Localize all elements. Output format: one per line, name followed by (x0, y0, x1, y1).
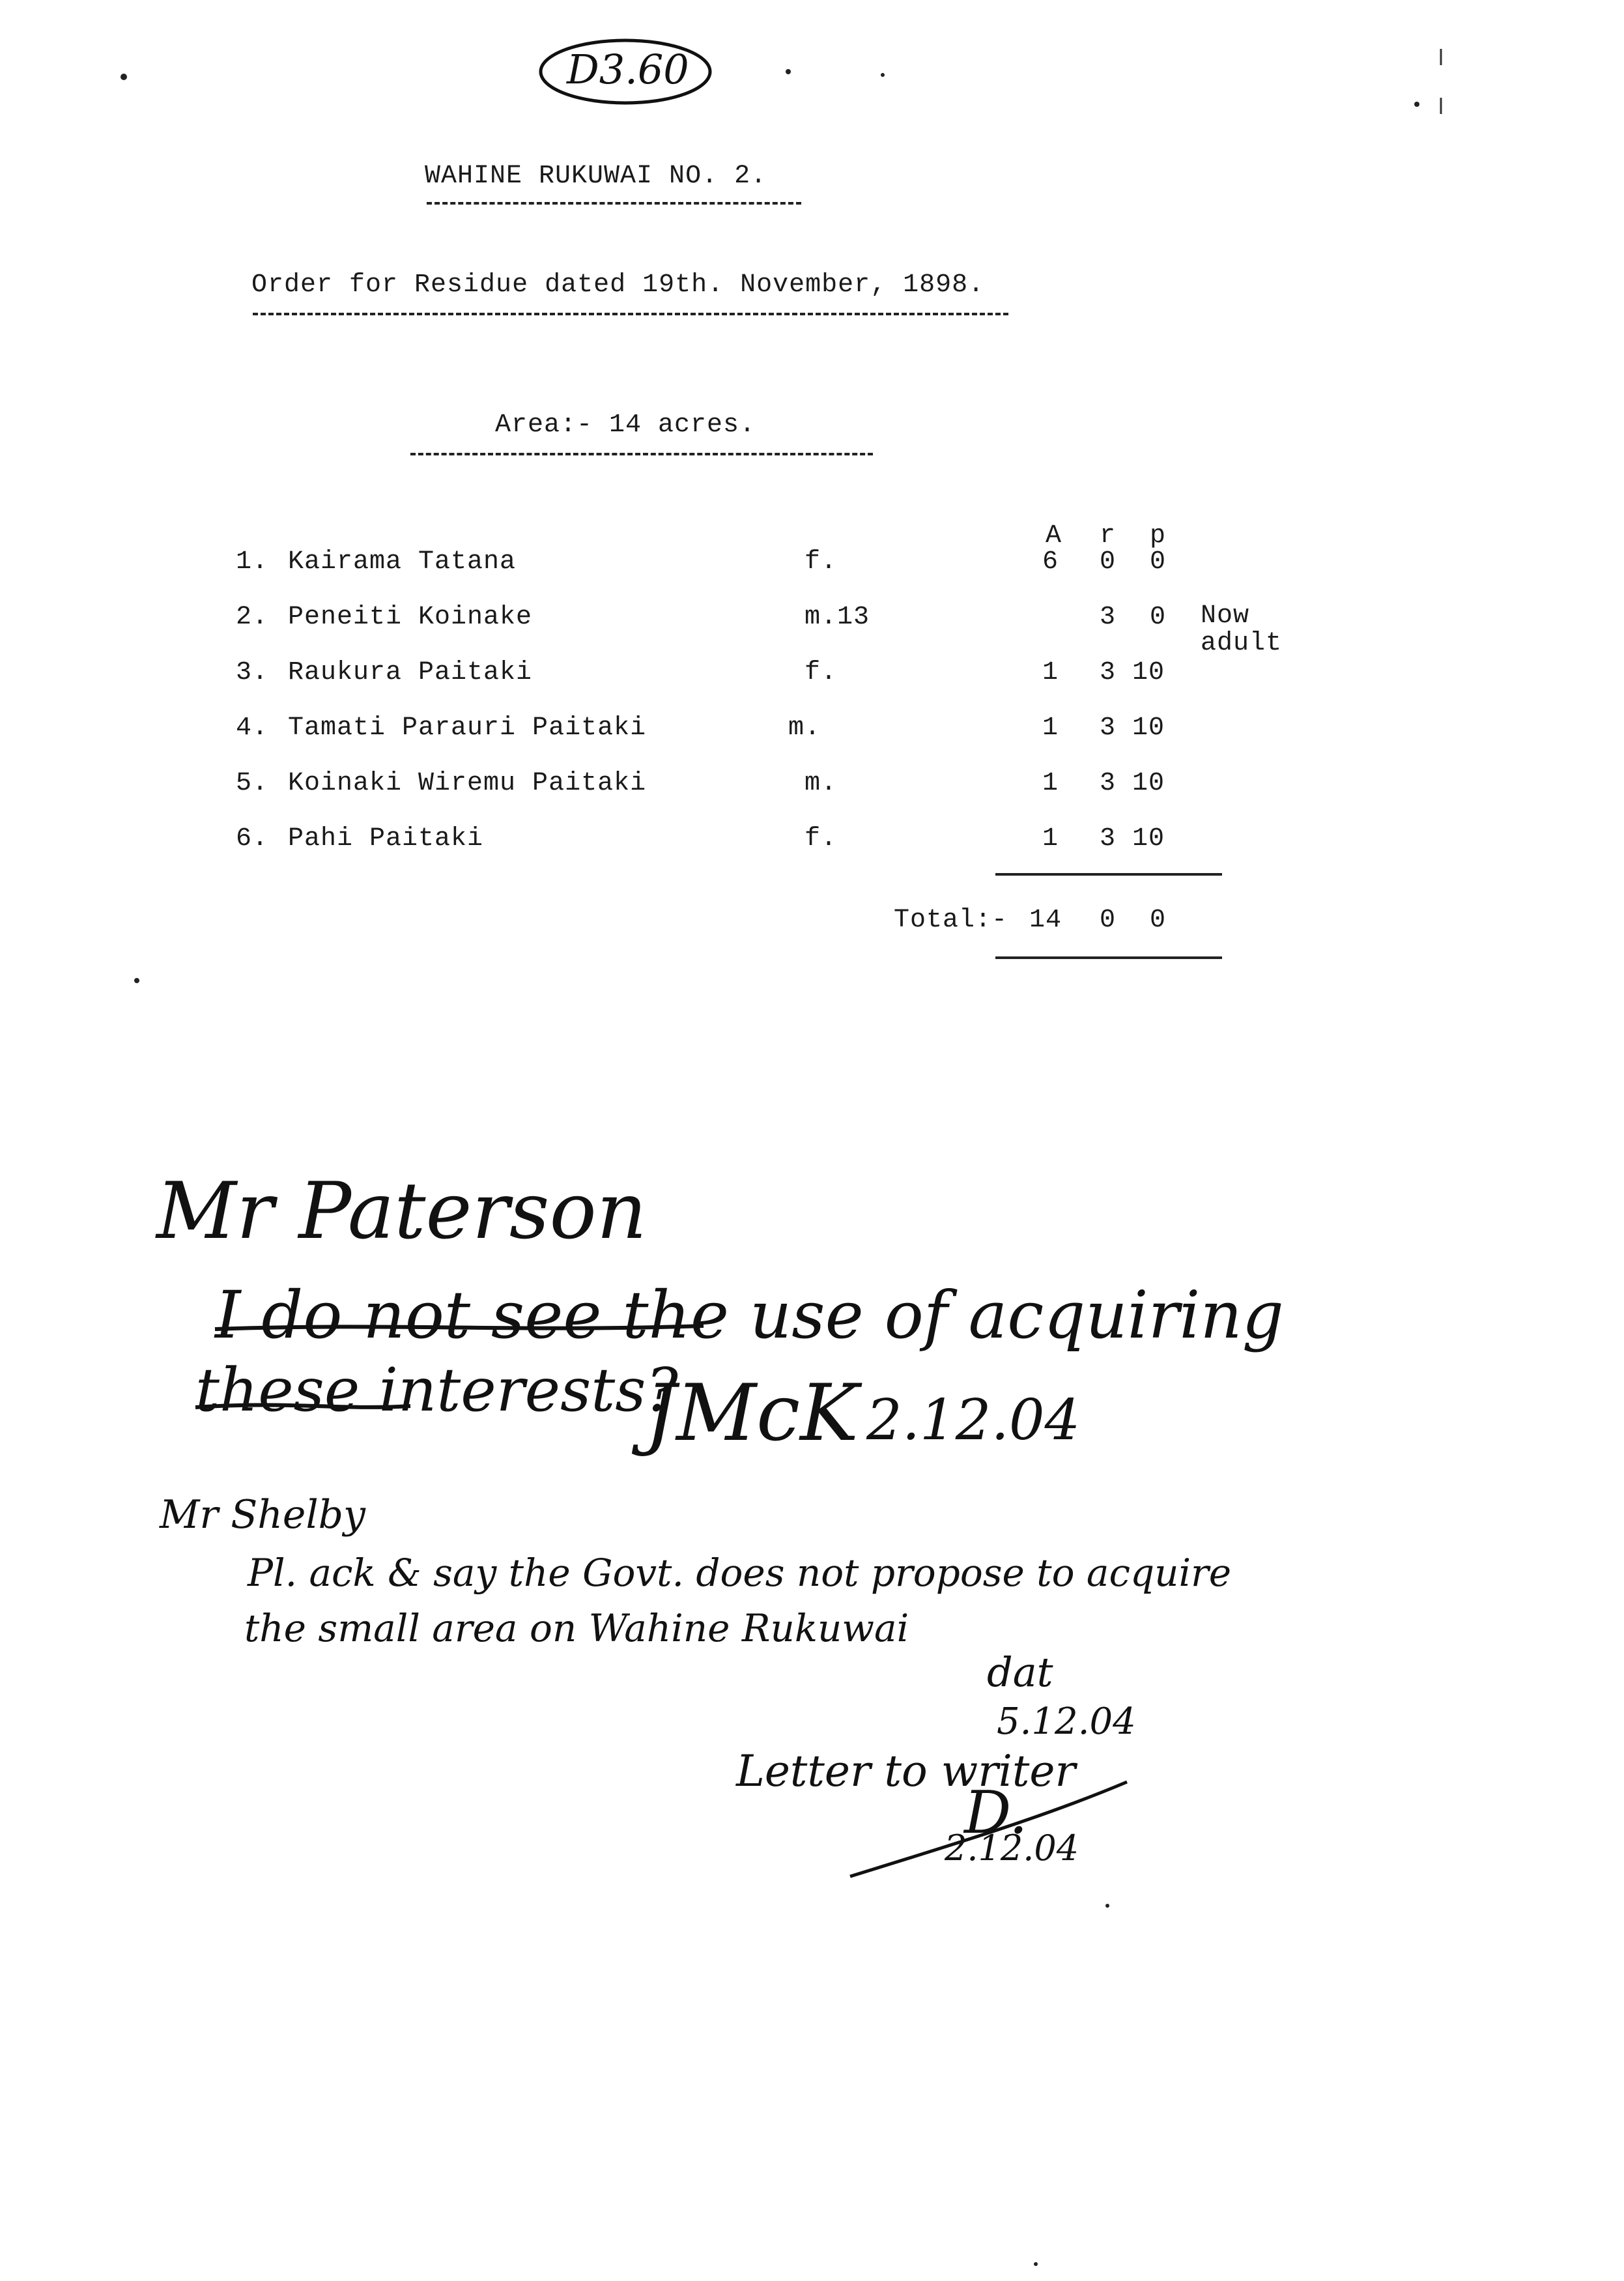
row-number: 2. (236, 603, 269, 632)
handwritten-initials: JMcK (645, 1368, 859, 1459)
row-sex: m. (788, 713, 821, 743)
stamp-label: D3.60 (567, 46, 689, 93)
row-roods: 0 (1100, 547, 1117, 577)
row-acres: 1 (1042, 713, 1059, 743)
row-roods: 3 (1100, 713, 1117, 743)
row-number: 6. (236, 824, 269, 854)
total-acres: 14 (1029, 906, 1062, 935)
row-perches: 10 (1132, 824, 1165, 854)
handwritten-line: these interests? (195, 1355, 678, 1425)
row-name: Tamati Parauri Paitaki (288, 713, 647, 743)
column-header-roods: r (1100, 521, 1117, 551)
row-roods: 3 (1100, 658, 1117, 687)
row-sex: f. (805, 547, 838, 577)
row-acres: 1 (1042, 769, 1059, 798)
row-roods: 3 (1100, 824, 1117, 854)
row-acres: 1 (1042, 824, 1059, 854)
row-name: Kairama Tatana (288, 547, 517, 577)
handwritten-date: 2.12.04 (866, 1388, 1081, 1453)
row-sex: f. (805, 658, 838, 687)
row-name: Pahi Paitaki (288, 824, 484, 854)
row-perches: 10 (1132, 769, 1165, 798)
handwritten-date: 5.12.04 (997, 1700, 1136, 1743)
row-name: Koinaki Wiremu Paitaki (288, 769, 647, 798)
handwritten-date: 2.12.04 (945, 1828, 1079, 1869)
row-name: Peneiti Koinake (288, 603, 533, 632)
row-number: 5. (236, 769, 269, 798)
row-perches: 0 (1150, 603, 1167, 632)
total-roods: 0 (1100, 906, 1117, 935)
row-sex: f. (805, 824, 838, 854)
order-line: Order for Residue dated 19th. November, 1898. (251, 270, 985, 300)
row-acres: 6 (1042, 547, 1059, 577)
row-sex: m.13 (805, 603, 870, 632)
handwritten-line: I do not see the use of acquiring (215, 1277, 1284, 1353)
row-acres: 1 (1042, 658, 1059, 687)
handwritten-salutation: Mr Paterson (156, 1166, 647, 1257)
row-perches: 10 (1132, 658, 1165, 687)
handwritten-initials: D. (964, 1779, 1028, 1847)
handwritten-line: dat (987, 1648, 1053, 1696)
row-number: 3. (236, 658, 269, 687)
row-name: Raukura Paitaki (288, 658, 533, 687)
handwritten-salutation: Mr Shelby (160, 1492, 365, 1538)
column-header-perches: p (1150, 521, 1167, 551)
total-label: Total:- (894, 906, 1008, 935)
area-line: Area:- 14 acres. (495, 410, 756, 440)
row-number: 4. (236, 713, 269, 743)
row-perches: 10 (1132, 713, 1165, 743)
row-sex: m. (805, 769, 838, 798)
handwritten-line: the small area on Wahine Rukuwai (244, 1606, 909, 1650)
handwritten-line: Letter to writer (736, 1746, 1076, 1796)
row-perches: 0 (1150, 547, 1167, 577)
handwritten-line: Pl. ack & say the Govt. does not propose to acquire (248, 1551, 1232, 1595)
row-number: 1. (236, 547, 269, 577)
column-header-acres: A (1046, 521, 1062, 551)
page-title: WAHINE RUKUWAI NO. 2. (425, 162, 767, 191)
row-roods: 3 (1100, 769, 1117, 798)
total-perches: 0 (1150, 906, 1167, 935)
row-note: Now adult (1201, 601, 1283, 658)
row-roods: 3 (1100, 603, 1117, 632)
